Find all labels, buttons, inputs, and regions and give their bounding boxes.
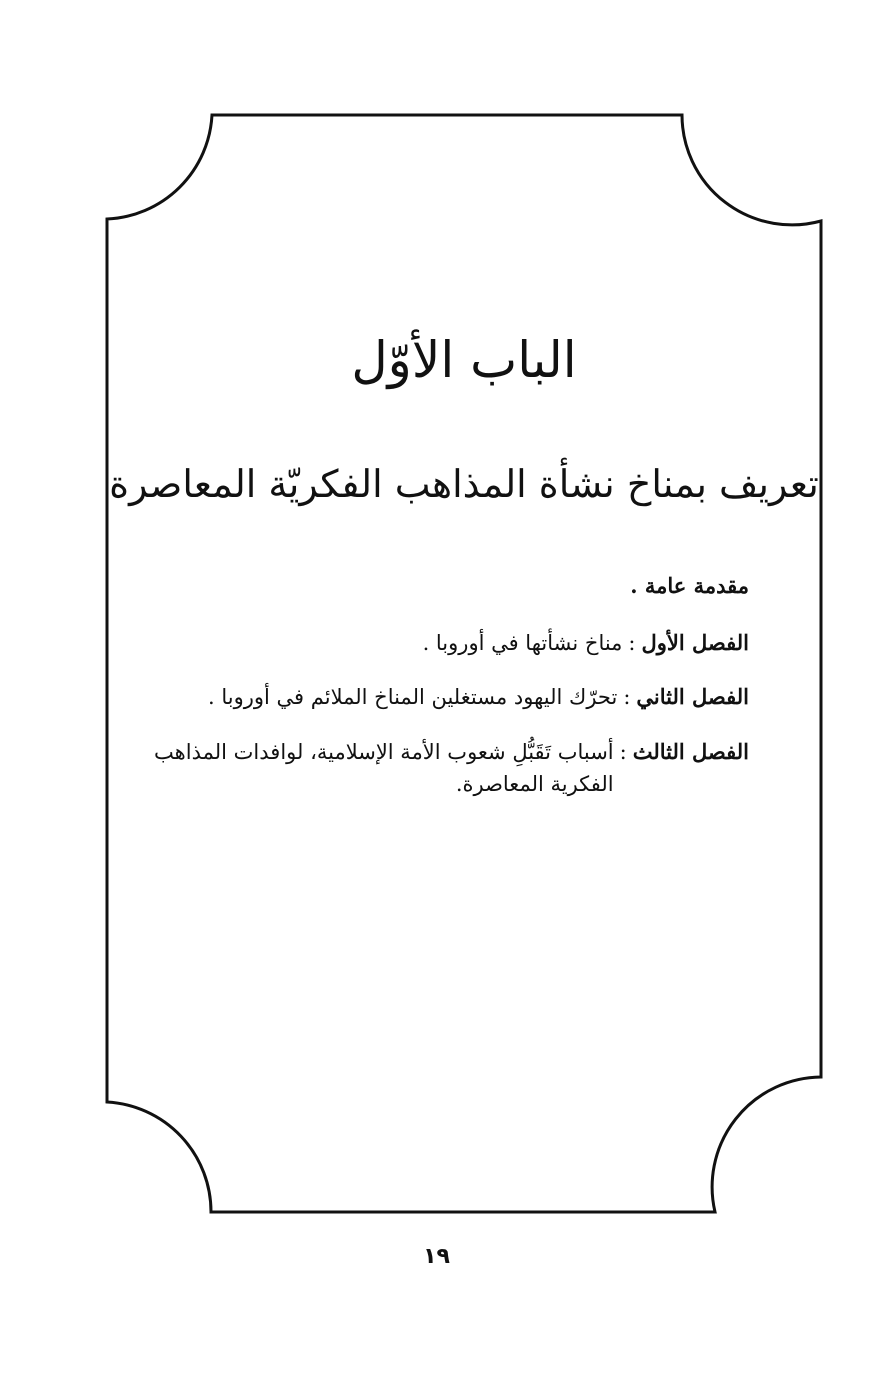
intro-item: مقدمة عامة . <box>630 573 749 598</box>
part-title: الباب الأوّل <box>351 331 577 389</box>
chapter-text: تحرّك اليهود مستغلين المناخ الملائم في أوروبا . <box>208 685 618 710</box>
chapter-text: أسباب تَقَبُّلِ شعوب الأمة الإسلامية، لوافدات المذاهب الفكرية المعاصرة. <box>154 739 614 797</box>
chapter-label: الفصل الثاني <box>636 684 749 710</box>
chapter-label: الفصل الأول <box>641 629 749 655</box>
chapter-item <box>149 681 749 714</box>
chapter-separator: : <box>619 739 627 764</box>
chapter-text: مناخ نشأتها في أوروبا . <box>422 630 623 655</box>
chapter-label: الفصل الثالث <box>632 738 749 764</box>
part-subtitle: تعريف بمناخ نشأة المذاهب الفكريّة المعاصرة <box>109 462 819 506</box>
chapter-separator: : <box>628 630 636 655</box>
chapter-item <box>149 627 749 660</box>
page-number: ١٩ <box>423 1244 450 1269</box>
contents-list <box>149 570 749 823</box>
chapter-item <box>149 736 749 801</box>
chapter-separator: : <box>623 685 631 710</box>
